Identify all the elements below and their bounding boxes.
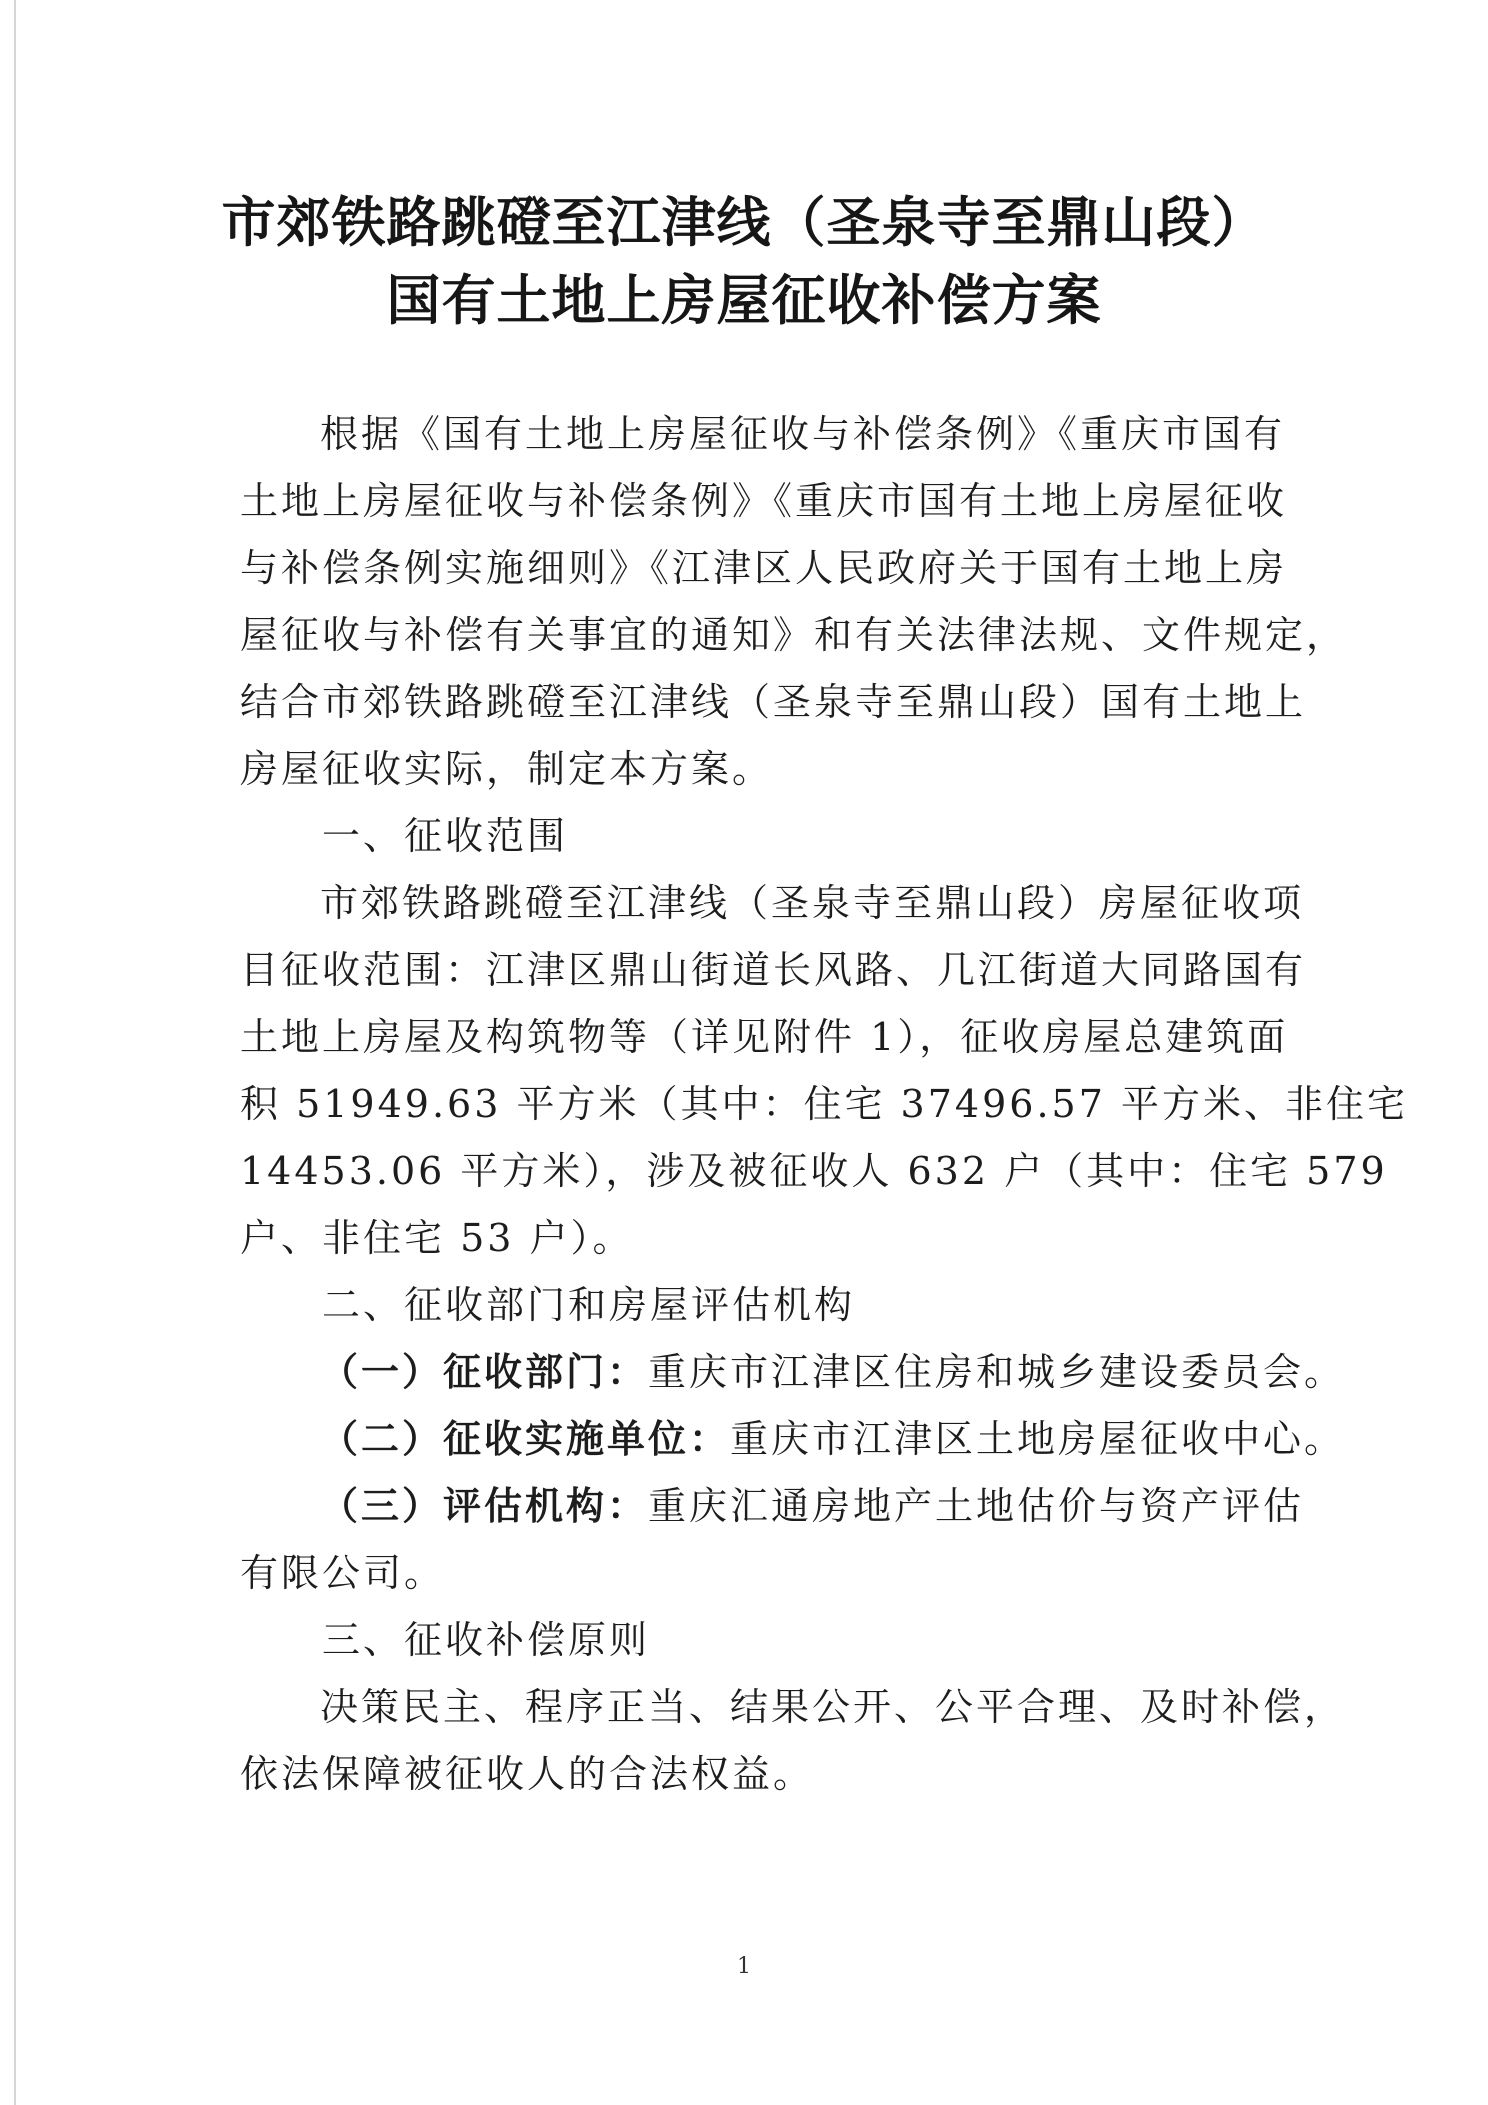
section-heading: 二、征收部门和房屋评估机构 <box>322 1283 856 1327</box>
section-item <box>320 1482 1305 1530</box>
intro-line: 土地上房屋征收与补偿条例》《重庆市国有土地上房屋征收 <box>240 479 1288 523</box>
section-item <box>320 1348 1346 1396</box>
paragraph-line: 市郊铁路跳磴至江津线（圣泉寺至鼎山段）房屋征收项 <box>320 881 1305 925</box>
item-label: （三）评估机构： <box>320 1484 649 1528</box>
paragraph-line: 户、非住宅 53 户）。 <box>240 1216 634 1260</box>
intro-line: 屋征收与补偿有关事宜的通知》和有关法律法规、文件规定， <box>240 613 1348 657</box>
intro-line: 房屋征收实际，制定本方案。 <box>240 747 774 791</box>
document-title-line1: 市郊铁路跳磴至江津线（圣泉寺至鼎山段） <box>221 191 1267 254</box>
page-number: 1 <box>737 1954 751 1979</box>
intro-line: 结合市郊铁路跳磴至江津线（圣泉寺至鼎山段）国有土地上 <box>240 680 1307 724</box>
paragraph-line: 依法保障被征收人的合法权益。 <box>240 1752 815 1796</box>
item-label: （一）征收部门： <box>320 1350 649 1394</box>
item-label: （二）征收实施单位： <box>320 1417 731 1461</box>
intro-line: 根据《国有土地上房屋征收与补偿条例》《重庆市国有 <box>320 412 1286 456</box>
section-heading: 一、征收范围 <box>322 814 569 858</box>
item-text: 重庆汇通房地产土地估价与资产评估 <box>648 1484 1305 1528</box>
item-text: 重庆市江津区土地房屋征收中心。 <box>730 1417 1346 1461</box>
document-title-line2: 国有土地上房屋征收补偿方案 <box>386 269 1102 332</box>
paragraph-line: 14453.06 平方米），涉及被征收人 632 户（其中：住宅 579 <box>240 1149 1388 1193</box>
intro-line: 与补偿条例实施细则》《江津区人民政府关于国有土地上房 <box>240 546 1288 590</box>
paragraph-line: 目征收范围：江津区鼎山街道长风路、几江街道大同路国有 <box>240 948 1307 992</box>
section-item <box>320 1415 1346 1463</box>
paragraph-line: 积 51949.63 平方米（其中：住宅 37496.57 平方米、非住宅 <box>240 1082 1408 1126</box>
paragraph-line: 有限公司。 <box>240 1551 446 1595</box>
item-text: 重庆市江津区住房和城乡建设委员会。 <box>648 1350 1346 1394</box>
paragraph-line: 决策民主、程序正当、结果公开、公平合理、及时补偿， <box>320 1685 1346 1729</box>
section-heading: 三、征收补偿原则 <box>322 1618 651 1662</box>
paragraph-line: 土地上房屋及构筑物等（详见附件 1），征收房屋总建筑面 <box>240 1015 1289 1059</box>
